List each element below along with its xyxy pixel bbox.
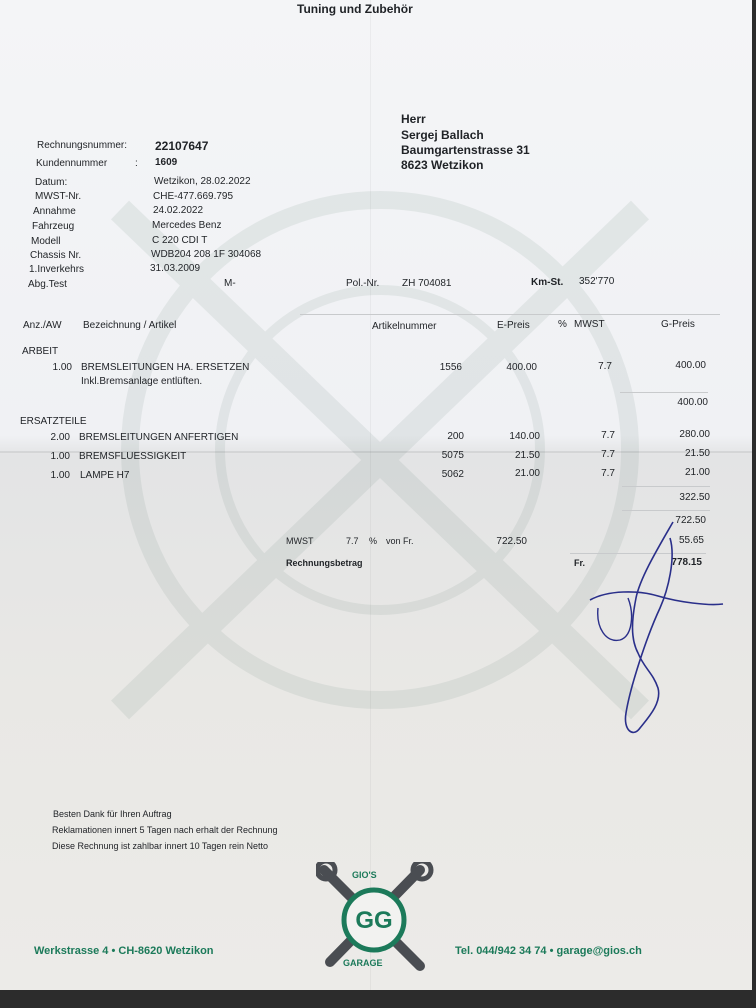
chassis-label: Chassis Nr.: [30, 250, 82, 261]
header-rule: [300, 314, 720, 315]
vat-line-amount: 55.65: [678, 535, 704, 546]
customer-number-label: Kundennummer: [36, 158, 108, 169]
customer-street: Baumgartenstrasse 31: [401, 143, 530, 157]
row-unit-price: 21.50: [514, 450, 540, 461]
col-article-number: Artikelnummer: [372, 321, 437, 332]
first-registration-label: 1.Inverkehrs: [29, 264, 85, 275]
vat-line-from: von Fr.: [386, 536, 414, 546]
row-total-price: 21.00: [684, 467, 710, 478]
m-label: M-: [224, 278, 236, 289]
exhaust-test-label: Abg.Test: [28, 279, 67, 290]
row-article-number: 5062: [441, 469, 464, 480]
row-article-number: 5075: [441, 450, 464, 461]
col-percent: %: [558, 319, 567, 330]
row-note: Inkl.Bremsanlage entlüften.: [81, 376, 203, 387]
footer-address: Werkstrasse 4 • CH-8620 Wetzikon: [34, 945, 214, 957]
model-value: C 220 CDI T: [152, 235, 208, 246]
customer-number-value: 1609: [155, 157, 178, 168]
invoice-number-value: 22107647: [155, 139, 209, 153]
footer-contact: Tel. 044/942 34 74 • garage@gios.ch: [455, 945, 642, 957]
col-unit-price: E-Preis: [497, 320, 530, 331]
row-vat: 7.7: [601, 468, 615, 479]
row-vat: 7.7: [601, 430, 615, 441]
row-vat: 7.7: [598, 361, 612, 372]
intake-value: 24.02.2022: [153, 205, 204, 216]
police-number-value: ZH 704081: [402, 278, 452, 289]
work-subtotal-rule: [620, 392, 708, 393]
row-unit-price: 21.00: [514, 468, 540, 479]
customer-city: 8623 Wetzikon: [401, 158, 484, 172]
invoice-total-currency: Fr.: [574, 558, 586, 568]
handwritten-signature: [578, 518, 728, 748]
customer-name: Sergej Ballach: [401, 128, 484, 142]
row-quantity: 1.00: [50, 470, 70, 481]
first-registration-value: 31.03.2009: [150, 263, 201, 274]
logo-bottom-text: GARAGE: [343, 958, 383, 968]
date-value: Wetzikon, 28.02.2022: [154, 176, 251, 187]
vat-number-value: CHE-477.669.795: [153, 191, 234, 202]
net-total-rule: [622, 510, 710, 511]
model-label: Modell: [31, 236, 61, 247]
customer-salutation: Herr: [401, 112, 426, 126]
footer-payment: Diese Rechnung ist zahlbar innert 10 Tagen rein Netto: [52, 841, 268, 851]
vehicle-label: Fahrzeug: [32, 221, 75, 232]
footer-thanks: Besten Dank für Ihren Auftrag: [53, 809, 172, 819]
row-unit-price: 140.00: [509, 431, 540, 442]
row-total-price: 21.50: [684, 448, 710, 459]
row-description: LAMPE H7: [80, 470, 130, 481]
invoice-total-amount: 778.15: [671, 557, 702, 568]
intake-label: Annahme: [33, 206, 76, 217]
row-unit-price: 400.00: [506, 362, 537, 373]
row-vat: 7.7: [601, 449, 615, 460]
row-total-price: 400.00: [675, 360, 706, 371]
vat-line-label: MWST: [286, 536, 314, 546]
col-description: Bezeichnung / Artikel: [83, 320, 177, 331]
police-number-label: Pol.-Nr.: [346, 278, 380, 289]
section-work-title: ARBEIT: [22, 346, 59, 357]
vat-number-label: MWST-Nr.: [35, 191, 82, 202]
col-quantity: Anz./AW: [23, 320, 62, 331]
row-quantity: 2.00: [50, 432, 70, 443]
paper-fold-vertical: [370, 0, 371, 990]
net-total: 722.50: [675, 515, 706, 526]
chassis-value: WDB204 208 1F 304068: [151, 249, 262, 260]
invoice-number-label: Rechnungsnummer:: [37, 140, 128, 151]
row-quantity: 1.00: [52, 362, 72, 373]
invoice-total-label: Rechnungsbetrag: [286, 558, 363, 568]
row-description: BREMSLEITUNGEN ANFERTIGEN: [79, 432, 239, 443]
footer-complaints: Reklamationen innert 5 Tagen nach erhalt der Rechnung: [52, 825, 278, 835]
row-article-number: 1556: [439, 362, 462, 373]
date-label: Datum:: [35, 177, 68, 188]
vat-line-rate: 7.7: [346, 536, 359, 546]
vat-line-percent: %: [369, 536, 378, 546]
vat-line-base: 722.50: [496, 536, 527, 547]
odometer-value: 352'770: [579, 276, 615, 287]
vehicle-value: Mercedes Benz: [152, 220, 222, 231]
row-total-price: 280.00: [679, 429, 710, 440]
logo-top-text: GIO'S: [352, 870, 377, 880]
odometer-label: Km-St.: [531, 277, 564, 288]
row-description: BREMSFLUESSIGKEIT: [79, 451, 187, 462]
row-description: BREMSLEITUNGEN HA. ERSETZEN: [81, 362, 250, 373]
work-subtotal: 400.00: [677, 397, 708, 408]
col-vat: MWST: [574, 319, 605, 330]
col-total-price: G-Preis: [661, 319, 695, 330]
row-article-number: 200: [447, 431, 464, 442]
header-tagline: Tuning und Zubehör: [297, 2, 413, 16]
row-quantity: 1.00: [50, 451, 70, 462]
customer-number-sep: :: [135, 158, 138, 169]
svg-text:GG: GG: [355, 907, 393, 934]
parts-subtotal-rule: [622, 486, 710, 487]
parts-subtotal: 322.50: [679, 492, 710, 503]
section-parts-title: ERSATZTEILE: [20, 416, 87, 427]
